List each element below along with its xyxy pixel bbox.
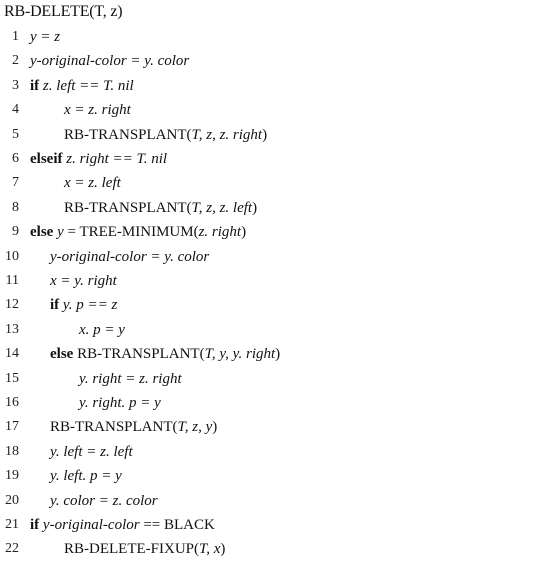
- code-line: [0, 196, 549, 220]
- code-line: [0, 464, 549, 488]
- line-number: 16: [5, 395, 19, 410]
- variable-expression: y. left. p = y: [50, 468, 122, 485]
- line-number: 9: [12, 224, 19, 240]
- variable-expression: y. color = z. color: [50, 492, 158, 509]
- line-number: 6: [12, 151, 19, 166]
- code-line: [0, 220, 549, 244]
- code-text: [30, 513, 215, 537]
- code-text: [64, 98, 131, 122]
- code-line: [0, 367, 549, 391]
- code-line: [0, 269, 549, 293]
- variable-expression: y. right = z. right: [79, 370, 182, 387]
- code-token: ): [241, 224, 247, 241]
- line-number: 17: [5, 419, 19, 435]
- line-number: 1: [12, 29, 19, 44]
- code-line: [0, 98, 549, 122]
- line-number: 2: [12, 53, 19, 69]
- code-token: RB-DELETE-FIXUP(: [64, 541, 199, 558]
- code-text: [50, 464, 122, 488]
- code-text: [64, 123, 267, 147]
- line-number: 14: [5, 346, 19, 362]
- variable-expression: T, x: [199, 541, 221, 558]
- code-text: [64, 196, 257, 220]
- code-text: [50, 415, 217, 439]
- code-token: ): [252, 199, 258, 216]
- variable-expression: z. right == T. nil: [66, 151, 168, 167]
- code-text: [79, 318, 125, 342]
- line-number: 5: [12, 126, 19, 142]
- variable-expression: x = y. right: [50, 273, 117, 289]
- code-text: [30, 25, 60, 49]
- variable-expression: x = z. right: [64, 102, 131, 119]
- code-token: RB-TRANSPLANT(: [77, 346, 205, 363]
- variable-expression: x. p = y: [79, 321, 125, 338]
- line-number: 8: [12, 199, 19, 215]
- code-line: [0, 171, 549, 195]
- variable-expression: y = z: [30, 29, 61, 45]
- line-number: 22: [5, 541, 19, 557]
- code-line: [0, 342, 549, 366]
- code-line: [0, 513, 549, 537]
- line-number: 11: [5, 273, 19, 288]
- variable-expression: z. left == T. nil: [42, 77, 134, 94]
- variable-expression: y: [57, 224, 64, 241]
- code-text: [30, 147, 167, 171]
- variable-expression: T, z, z. right: [191, 126, 263, 143]
- variable-expression: y-original-color = y. color: [50, 248, 210, 265]
- code-text: [50, 245, 209, 269]
- code-text: [30, 220, 246, 244]
- code-text: [30, 49, 189, 73]
- code-line: [0, 391, 549, 415]
- code-text: [79, 391, 161, 415]
- procedure-title: RB-DELETE(T, z): [4, 3, 123, 20]
- variable-expression: T, y, y. right: [204, 346, 276, 363]
- code-text: [50, 440, 133, 464]
- code-text: [79, 367, 182, 391]
- keyword: else: [30, 224, 58, 241]
- code-line: [0, 123, 549, 147]
- line-number: 4: [12, 102, 19, 118]
- code-token: == BLACK: [139, 517, 215, 533]
- variable-expression: T, z, z. left: [191, 199, 253, 216]
- variable-expression: y. right. p = y: [79, 395, 161, 411]
- code-line: [0, 245, 549, 269]
- variable-expression: x = z. left: [64, 175, 121, 192]
- code-token: ): [275, 346, 281, 363]
- line-number: 21: [5, 517, 19, 532]
- code-token: = TREE-MINIMUM(: [63, 224, 199, 241]
- keyword: if: [50, 297, 63, 314]
- code-text: [30, 74, 134, 98]
- line-number: 10: [5, 248, 19, 264]
- line-number: 13: [5, 321, 19, 337]
- code-token: ): [212, 419, 218, 436]
- code-line: [0, 440, 549, 464]
- code-token: RB-TRANSPLANT(: [50, 419, 178, 436]
- variable-expression: y-original-color = y. color: [30, 53, 190, 70]
- code-line: [0, 74, 549, 98]
- code-line: [0, 147, 549, 171]
- variable-expression: T, z, y: [177, 419, 213, 436]
- code-line: [0, 49, 549, 73]
- code-line: [0, 489, 549, 513]
- code-line: [0, 318, 549, 342]
- variable-expression: z. right: [198, 224, 242, 241]
- code-line: [0, 537, 549, 561]
- line-number: 12: [5, 297, 19, 313]
- keyword: if: [30, 517, 43, 533]
- code-token: RB-TRANSPLANT(: [64, 199, 192, 216]
- line-number: 3: [12, 77, 19, 93]
- variable-expression: y. left = z. left: [50, 443, 133, 460]
- code-text: [64, 171, 121, 195]
- code-line: [0, 293, 549, 317]
- line-number: 15: [5, 370, 19, 386]
- line-number: 18: [5, 443, 19, 459]
- line-number: 19: [5, 468, 19, 484]
- variable-expression: y. p == z: [62, 297, 118, 314]
- keyword: else: [50, 346, 78, 363]
- code-text: [50, 293, 117, 317]
- keyword: if: [30, 77, 43, 94]
- line-number: 20: [5, 492, 19, 508]
- code-text: [50, 269, 117, 293]
- line-number: 7: [12, 175, 19, 191]
- code-token: RB-TRANSPLANT(: [64, 126, 192, 143]
- variable-expression: y-original-color: [42, 517, 140, 533]
- code-text: [50, 342, 280, 366]
- keyword: elseif: [30, 151, 67, 167]
- code-text: [50, 489, 158, 513]
- code-line: [0, 415, 549, 439]
- code-token: ): [262, 126, 268, 143]
- code-text: [64, 537, 225, 561]
- code-token: ): [220, 541, 226, 558]
- code-line: [0, 25, 549, 49]
